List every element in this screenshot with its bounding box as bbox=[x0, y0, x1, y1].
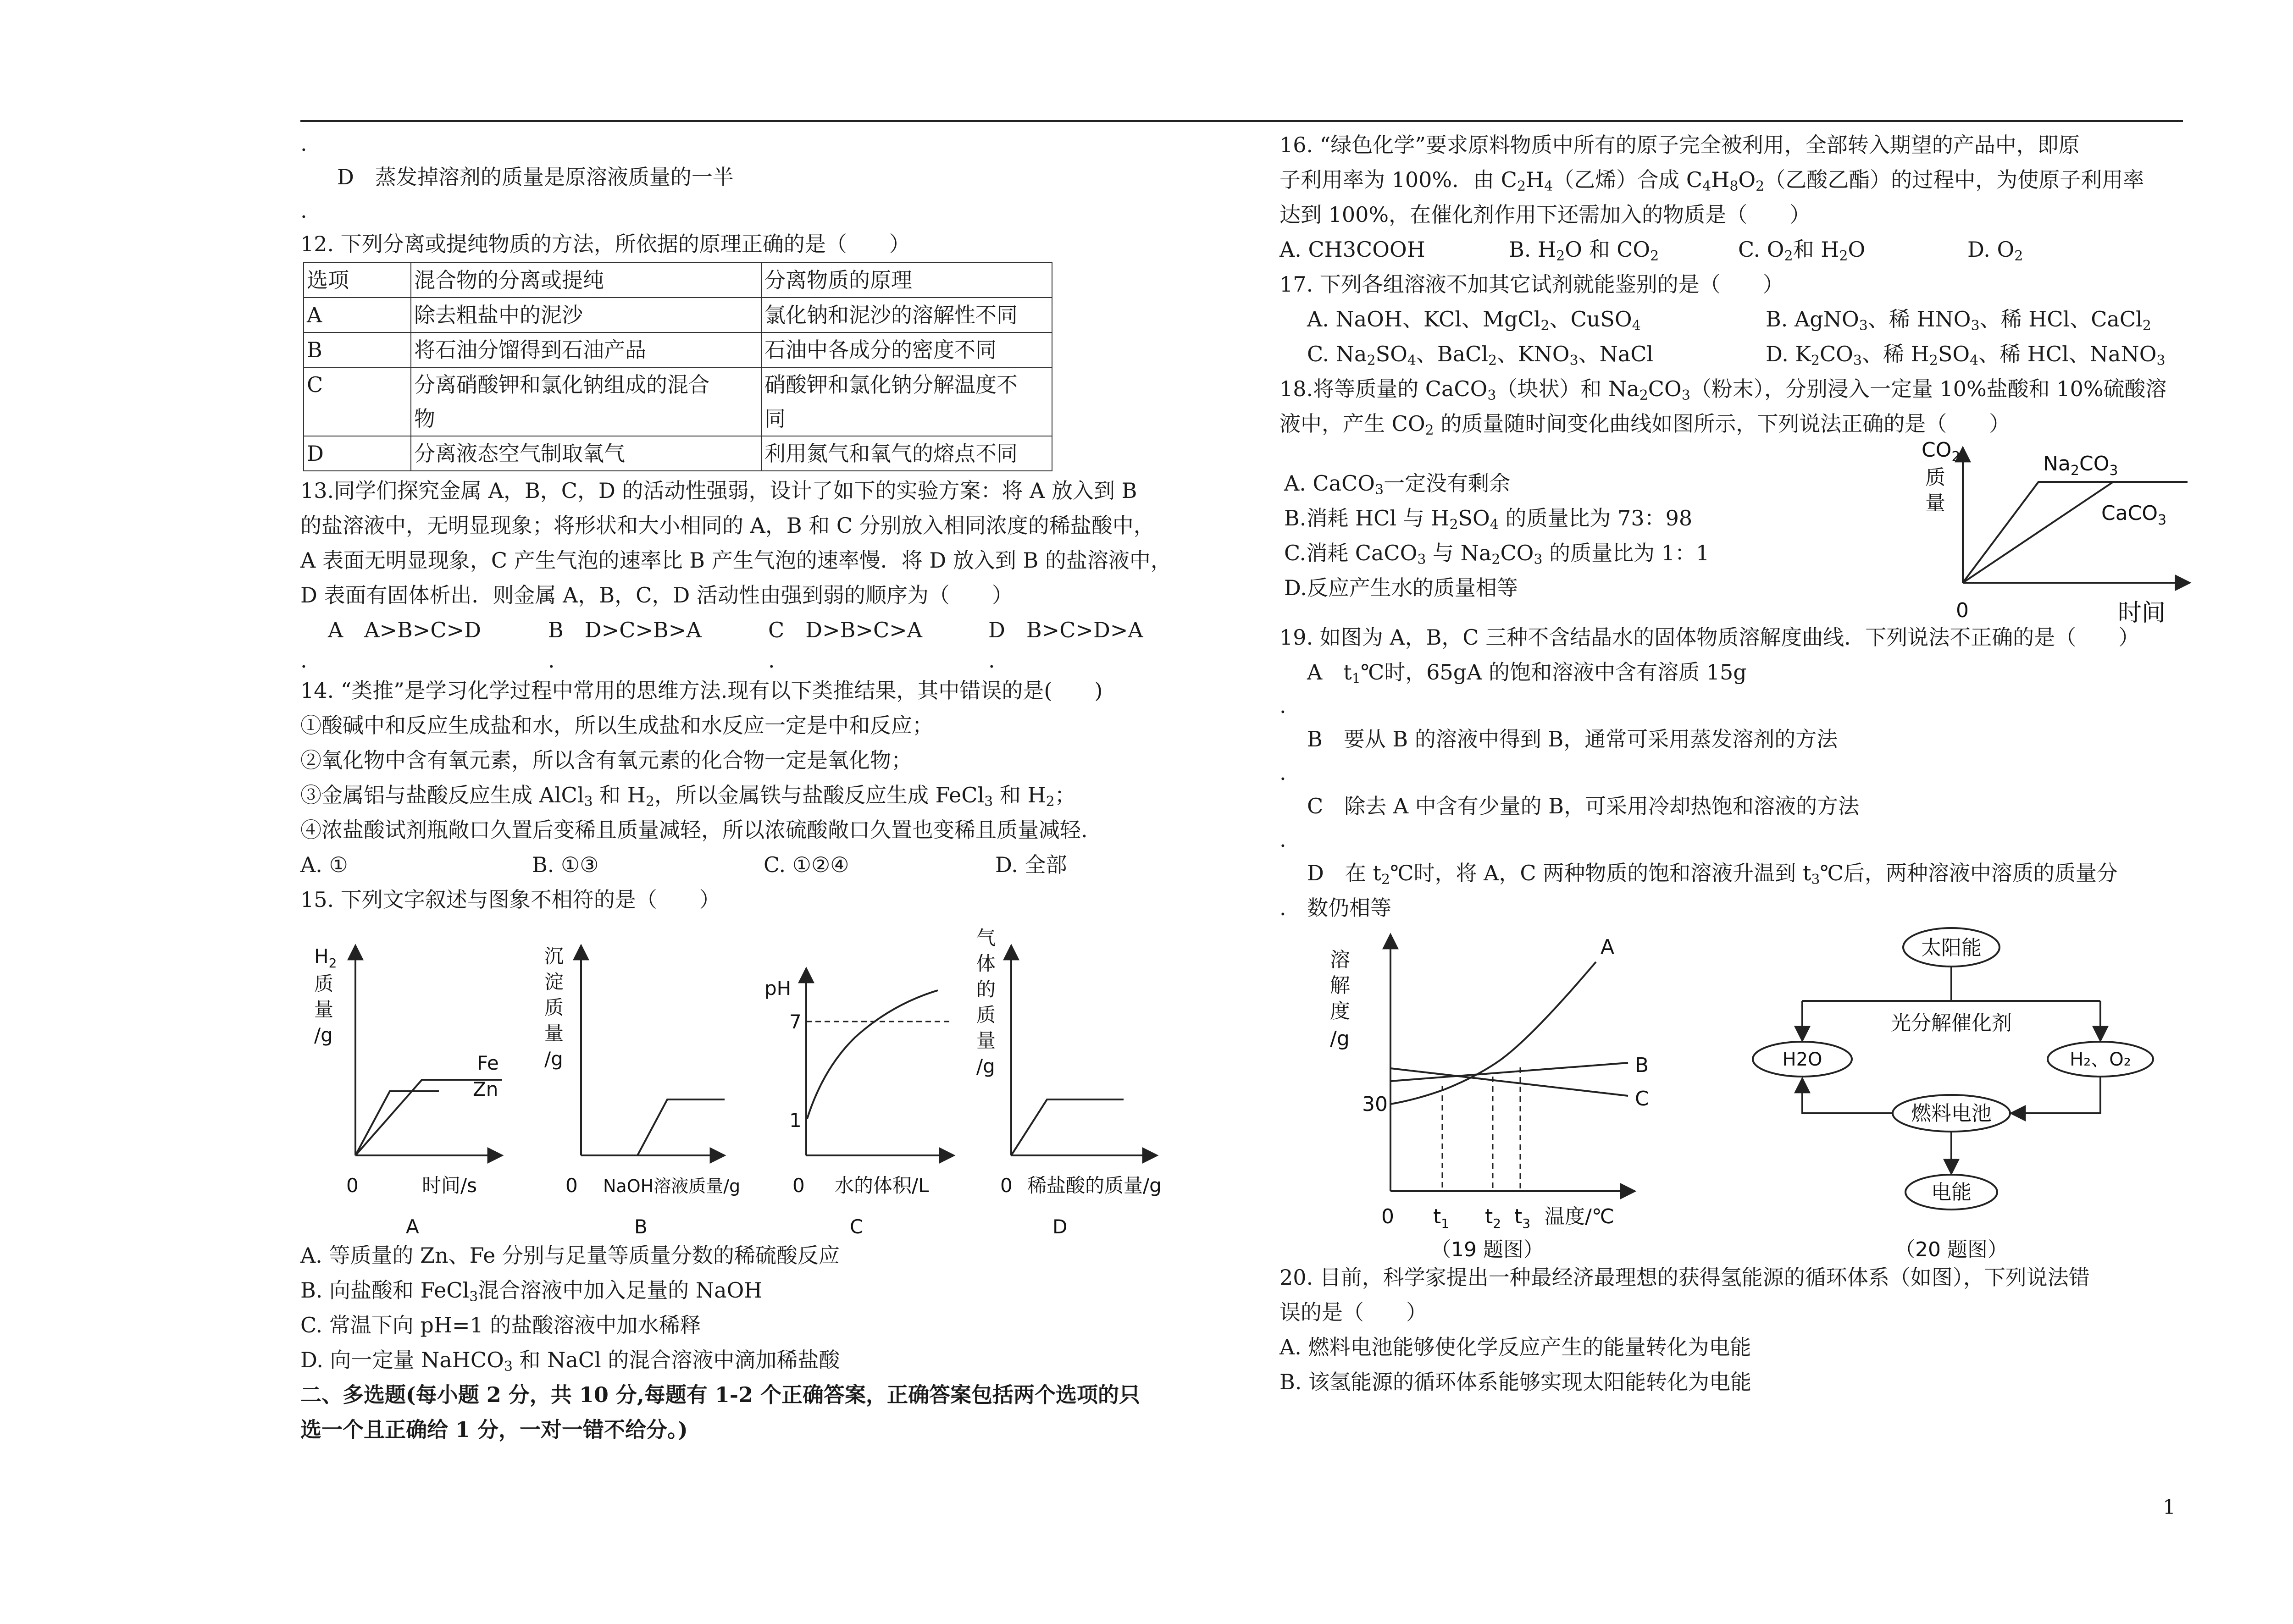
graph-b-ylabel: 沉 bbox=[544, 945, 564, 967]
q20-cycle-diagram bbox=[1738, 925, 2185, 1260]
graph-d-caption: D bbox=[1052, 1215, 1068, 1238]
q14-statement: ①酸碱中和反应生成盐和水，所以生成盐和水反应一定是中和反应； bbox=[300, 713, 933, 738]
graph-d-xlabel: 稀盐酸的质量/g bbox=[1027, 1174, 1162, 1197]
q20-caption: （20 题图） bbox=[1895, 1238, 2008, 1260]
graph-a bbox=[314, 945, 502, 1238]
q15-option-c: C. 常温下向 pH=1 的盐酸溶液中加水稀释 bbox=[300, 1313, 701, 1337]
graph-d-ylabel: 的 bbox=[976, 978, 996, 1000]
q18-graph-caco3-label: CaCO$_3$ bbox=[2101, 502, 2167, 528]
q20-line: 20. 目前，科学家提出一种最经济最理想的获得氢能源的循环体系（如图），下列说法错 bbox=[1279, 1265, 2090, 1290]
q15-stem: 15. 下列文字叙述与图象不相符的是（ ） bbox=[300, 887, 720, 912]
graph-d-ylabel: 质 bbox=[976, 1004, 996, 1026]
q15-option-b: B. 向盐酸和 FeCl$_3$混合溶液中加入足量的 NaOH bbox=[300, 1278, 763, 1305]
bullet-dot: . bbox=[1279, 827, 1286, 852]
q14-stem: 14. “类推”是学习化学过程中常用的思维方法.现有以下类推结果，其中错误的是( ) bbox=[300, 678, 1103, 703]
q19-option-b: B 要从 B 的溶液中得到 B，通常可采用蒸发溶剂的方法 bbox=[1307, 727, 1838, 751]
table-cell: 将石油分馏得到石油产品 bbox=[411, 332, 761, 367]
q18-option-b: B.消耗 HCl 与 $H_2SO_4$ 的质量比为 73：98 bbox=[1284, 506, 1693, 533]
table-row bbox=[304, 436, 1052, 471]
graph-b-ylabel: /g bbox=[544, 1048, 563, 1070]
q16-option-c: C. $O_2$和 $H_2O$ bbox=[1738, 237, 1866, 264]
table-cell: C bbox=[304, 367, 411, 436]
graph-b-ylabel: 质 bbox=[544, 996, 564, 1019]
q16-option-d: D. $O_2$ bbox=[1967, 237, 2023, 264]
q16-option-a: A. CH3COOH bbox=[1279, 237, 1425, 262]
bullet-dot: . bbox=[300, 648, 307, 673]
q18-graph-origin: 0 bbox=[1956, 599, 1969, 622]
table-cell: 氯化钠和泥沙的溶解性不同 bbox=[761, 298, 1052, 332]
graph-a-zn-label: Zn bbox=[473, 1078, 498, 1100]
q13-options bbox=[300, 613, 1222, 647]
q13-option-b: B D>C>B>A bbox=[548, 618, 702, 642]
q14-option-d: D. 全部 bbox=[995, 852, 1067, 877]
q16-line: 子利用率为 100%．由 $C_2H_4$（乙烯）合成 $C_4H_8O_2$（乙酸乙酯）的过程中，为使原子利用率 bbox=[1279, 167, 2144, 194]
table-header: 分离物质的原理 bbox=[761, 263, 1052, 298]
graph-a-ylabel: $H_2$ bbox=[314, 945, 337, 971]
q19-solubility-graph bbox=[1279, 925, 1738, 1260]
arrow-to-h2o-return bbox=[1802, 1078, 1893, 1113]
graph-b-caption: B bbox=[634, 1215, 648, 1238]
table-cell bbox=[411, 367, 761, 436]
q17-option-b: B. AgNO$_3$、稀 $HNO_3$、稀 HCl、CaCl$_2$ bbox=[1766, 307, 2151, 334]
q18-option-a: A. CaCO$_3$一定没有剩余 bbox=[1284, 471, 1511, 498]
table-row bbox=[304, 367, 1052, 436]
graph-a-ylabel: /g bbox=[314, 1024, 333, 1046]
cell-line: 分离硝酸钾和氯化钠组成的混合 bbox=[414, 372, 709, 397]
table-cell: 利用氮气和氧气的熔点不同 bbox=[761, 436, 1052, 471]
table-header: 选项 bbox=[304, 263, 411, 298]
table-cell: 石油中各成分的密度不同 bbox=[761, 332, 1052, 367]
graph-c-xlabel: 水的体积/L bbox=[835, 1174, 929, 1197]
q17-option-a: A. NaOH、KCl、MgCl$_2$、CuSO$_4$ bbox=[1307, 307, 1641, 334]
graph-b-origin: 0 bbox=[565, 1174, 578, 1197]
graph-c bbox=[764, 968, 954, 1238]
q20-option-b: B. 该氢能源的循环体系能够实现太阳能转化为电能 bbox=[1279, 1370, 1752, 1394]
q15-graphs bbox=[300, 917, 1222, 1238]
graph-a-zn-line bbox=[355, 1091, 439, 1155]
q18-graph-ylabel: $CO_2$ bbox=[1922, 438, 1961, 465]
right-column bbox=[1279, 127, 2185, 1399]
q19-tick-t3: $t_3$ bbox=[1514, 1205, 1531, 1231]
table-cell: 分离液态空气制取氧气 bbox=[411, 436, 761, 471]
q14-option-a: A. ① bbox=[300, 852, 348, 877]
bullet-dot: . bbox=[300, 198, 307, 223]
q14-statement: ④浓盐酸试剂瓶敞口久置后变稀且质量减轻，所以浓硫酸敞口久置也变稀且质量减轻. bbox=[300, 818, 1088, 842]
q19-graph-origin: 0 bbox=[1381, 1205, 1394, 1228]
q14-option-b: B. ①③ bbox=[532, 852, 599, 877]
table-cell: B bbox=[304, 332, 411, 367]
catalyst-label: 光分解催化剂 bbox=[1891, 1011, 2012, 1035]
q16-option-b: B. $H_2O$ 和 $CO_2$ bbox=[1509, 237, 1659, 264]
graph-d-origin: 0 bbox=[1000, 1174, 1013, 1197]
q19-option-a: A $t_1℃$时，65gA 的饱和溶液中含有溶质 15g bbox=[1307, 660, 1747, 687]
arrow-to-fuel-cell bbox=[2011, 1077, 2100, 1113]
graph-d-ylabel: 体 bbox=[976, 952, 996, 975]
graph-d-ylabel: 气 bbox=[976, 927, 996, 949]
q13-dots bbox=[300, 647, 1222, 673]
q19-graph-ylabel: /g bbox=[1330, 1027, 1350, 1050]
q19-label-b: B bbox=[1635, 1054, 1649, 1077]
q19-tick-t2: $t_2$ bbox=[1485, 1205, 1501, 1231]
q14-statement: ②氧化物中含有氧元素，所以含有氧元素的化合物一定是氧化物； bbox=[300, 748, 912, 773]
graph-c-caption: C bbox=[850, 1215, 864, 1238]
q14-option-c: C. ①②④ bbox=[764, 852, 849, 877]
q19-tick-30: 30 bbox=[1362, 1093, 1388, 1116]
q13-line: D 表面有固体析出．则金属 A，B，C，D 活动性由强到弱的顺序为（ ） bbox=[300, 583, 1013, 608]
h2o-label: H2O bbox=[1782, 1049, 1822, 1070]
q19-caption: （19 题图） bbox=[1431, 1238, 1544, 1260]
bullet-dot: . bbox=[988, 648, 995, 673]
graph-b-ylabel: 量 bbox=[544, 1022, 564, 1044]
q18-option-d: D.反应产生水的质量相等 bbox=[1284, 575, 1518, 600]
graph-a-xlabel: 时间/s bbox=[422, 1174, 477, 1197]
q18-block bbox=[1279, 438, 2185, 627]
table-cell bbox=[761, 367, 1052, 436]
q13-line: 13.同学们探究金属 A，B，C，D 的活动性强弱，设计了如下的实验方案：将 A 放入到 B bbox=[300, 478, 1137, 503]
graph-c-curve bbox=[807, 990, 938, 1119]
section-2-heading: 选一个且正确给 1 分，一对一错不给分。) bbox=[300, 1417, 688, 1442]
q19-graph-ylabel: 溶 bbox=[1330, 948, 1350, 972]
graph-c-origin: 0 bbox=[792, 1174, 805, 1197]
header-rule bbox=[300, 120, 2183, 122]
graph-b bbox=[544, 945, 740, 1238]
q12-stem: 12. 下列分离或提纯物质的方法，所依据的原理正确的是（ ） bbox=[300, 232, 910, 256]
q16-line: 16. “绿色化学”要求原料物质中所有的原子完全被利用，全部转入期望的产品中，即原 bbox=[1279, 133, 2080, 157]
q14-statement: ③金属铝与盐酸反应生成 AlCl$_3$ 和 $H_2$，所以金属铁与盐酸反应生成 FeCl$_3$ 和 $H_2$； bbox=[300, 783, 1076, 810]
table-row bbox=[304, 298, 1052, 332]
bullet-dot: . bbox=[768, 648, 775, 673]
electricity-label: 电能 bbox=[1931, 1181, 1972, 1204]
graph-d-line bbox=[1011, 1099, 1124, 1155]
q18-options bbox=[1284, 466, 1709, 605]
q19-option-c: C 除去 A 中含有少量的 B，可采用冷却热饱和溶液的方法 bbox=[1307, 794, 1860, 818]
q19-graph-ylabel: 度 bbox=[1330, 1000, 1350, 1023]
q18-graph-xlabel: 时间 bbox=[2118, 599, 2166, 627]
page-number: 1 bbox=[2163, 1496, 2176, 1519]
solar-energy-label: 太阳能 bbox=[1921, 936, 1982, 960]
q18-line: 18.将等质量的 CaCO$_3$（块状）和 $Na_2CO_3$（粉末），分别浸入一定量 10%盐酸和 10%硫酸溶 bbox=[1279, 376, 2167, 403]
graph-c-tick-7: 7 bbox=[789, 1011, 802, 1033]
q13-option-a: A A>B>C>D bbox=[328, 618, 481, 642]
q19-graph-ylabel: 解 bbox=[1330, 974, 1350, 997]
q13-option-c: C D>B>C>A bbox=[768, 618, 922, 642]
graph-d-ylabel: 量 bbox=[976, 1029, 996, 1052]
fuel-cell-label: 燃料电池 bbox=[1911, 1102, 1992, 1125]
graph-a-ylabel: 质 bbox=[314, 972, 334, 995]
graph-b-xlabel: NaOH溶液质量/g bbox=[603, 1176, 741, 1196]
table-header: 混合物的分离或提纯 bbox=[411, 263, 761, 298]
bullet-dot: . bbox=[548, 648, 555, 673]
q19-stem: 19. 如图为 A，B，C 三种不含结晶水的固体物质溶解度曲线．下列说法不正确的是（ ） bbox=[1279, 625, 2140, 650]
section-2-heading: 二、多选题(每小题 2 分，共 10 分,每题有 1-2 个正确答案，正确答案包括两个选项的只 bbox=[300, 1382, 1140, 1407]
q13-line: A 表面无明显现象，C 产生气泡的速率比 B 产生气泡的速率慢．将 D 放入到 B 的盐溶液中， bbox=[300, 548, 1172, 573]
q13-line: 的盐溶液中，无明显现象；将形状和大小相同的 A，B 和 C 分别放入相同浓度的稀盐酸中， bbox=[300, 513, 1155, 538]
table-row bbox=[304, 332, 1052, 367]
q19-curve-a bbox=[1390, 962, 1596, 1104]
graph-b-line bbox=[581, 1099, 725, 1155]
bullet-dot: . bbox=[300, 131, 307, 156]
graph-d bbox=[976, 927, 1162, 1238]
graph-c-ylabel: pH bbox=[764, 977, 792, 1000]
q15-option-a: A. 等质量的 Zn、Fe 分别与足量等质量分数的稀硫酸反应 bbox=[300, 1243, 840, 1268]
q16-line: 达到 100%，在催化剂作用下还需加入的物质是（ ） bbox=[1279, 202, 1811, 227]
table-cell: D bbox=[304, 436, 411, 471]
bullet-dot: . bbox=[1279, 760, 1286, 785]
graph-a-ylabel: 量 bbox=[314, 998, 334, 1021]
q18-graph-ylabel: 量 bbox=[1925, 492, 1945, 515]
q13-option-d: D B>C>D>A bbox=[988, 618, 1143, 642]
graph-b-ylabel: 淀 bbox=[544, 971, 564, 993]
q15-option-d: D. 向一定量 NaHCO$_3$ 和 NaCl 的混合溶液中滴加稀盐酸 bbox=[300, 1348, 840, 1375]
q20-option-a: A. 燃料电池能够使化学反应产生的能量转化为电能 bbox=[1279, 1335, 1751, 1359]
graph-a-caption: A bbox=[406, 1215, 419, 1238]
cell-line: 硝酸钾和氯化钠分解温度不 bbox=[764, 372, 1018, 397]
cell-line: 同 bbox=[764, 406, 786, 431]
graph-a-fe-label: Fe bbox=[477, 1052, 499, 1074]
q18-line: 液中，产生 $CO_2$ 的质量随时间变化曲线如图所示，下列说法正确的是（ ） bbox=[1279, 411, 2011, 438]
table-cell: 除去粗盐中的泥沙 bbox=[411, 298, 761, 332]
left-column bbox=[300, 127, 1222, 1447]
q17-option-c: C. $Na_2SO_4$、BaCl$_2$、$KNO_3$、NaCl bbox=[1307, 342, 1654, 369]
h2-o2-label: H₂、O₂ bbox=[2070, 1049, 2131, 1070]
q19-tick-t1: $t_1$ bbox=[1433, 1205, 1450, 1231]
q18-graph-ylabel: 质 bbox=[1925, 466, 1945, 489]
q14-options bbox=[300, 847, 1222, 882]
q17-option-d: D. $K_2CO_3$、稀 $H_2SO_4$、稀 HCl、NaNO$_3$ bbox=[1766, 342, 2166, 369]
q18-graph-na2co3-label: $Na_2CO_3$ bbox=[2043, 452, 2118, 479]
q19-label-c: C bbox=[1635, 1087, 1649, 1110]
bullet-dot: . bbox=[1279, 693, 1286, 718]
figures-row bbox=[1279, 925, 2185, 1260]
q17-options bbox=[1279, 302, 2185, 371]
q17-stem: 17. 下列各组溶液不加其它试剂就能鉴别的是（ ） bbox=[1279, 272, 1784, 297]
table-row bbox=[304, 263, 1052, 298]
table-cell: A bbox=[304, 298, 411, 332]
q18-graph-caco3-line bbox=[1963, 482, 2113, 583]
q18-graph-na2co3-line bbox=[1963, 482, 2188, 583]
q11-option-d: D 蒸发掉溶剂的质量是原溶液质量的一半 bbox=[337, 165, 734, 189]
graph-c-tick-1: 1 bbox=[789, 1109, 802, 1132]
graph-a-origin: 0 bbox=[346, 1174, 359, 1197]
q16-options bbox=[1279, 232, 2185, 267]
q19-graph-xlabel: 温度/℃ bbox=[1545, 1205, 1615, 1228]
q19-option-d-cont: . 数仍相等 bbox=[1279, 895, 1391, 920]
graph-d-ylabel: /g bbox=[976, 1055, 995, 1077]
q19-label-a: A bbox=[1601, 935, 1615, 959]
cell-line: 物 bbox=[414, 406, 435, 431]
q18-option-c: C.消耗 CaCO$_3$ 与 $Na_2CO_3$ 的质量比为 1：1 bbox=[1284, 541, 1710, 568]
q20-line: 误的是（ ） bbox=[1279, 1300, 1427, 1325]
q12-table bbox=[303, 262, 1052, 471]
q18-graph bbox=[1922, 434, 2252, 635]
q19-option-d: D 在 $t_2℃$时，将 A，C 两种物质的饱和溶液升温到 $t_3℃$后，两种溶液中溶质的质量分 bbox=[1307, 861, 2118, 888]
